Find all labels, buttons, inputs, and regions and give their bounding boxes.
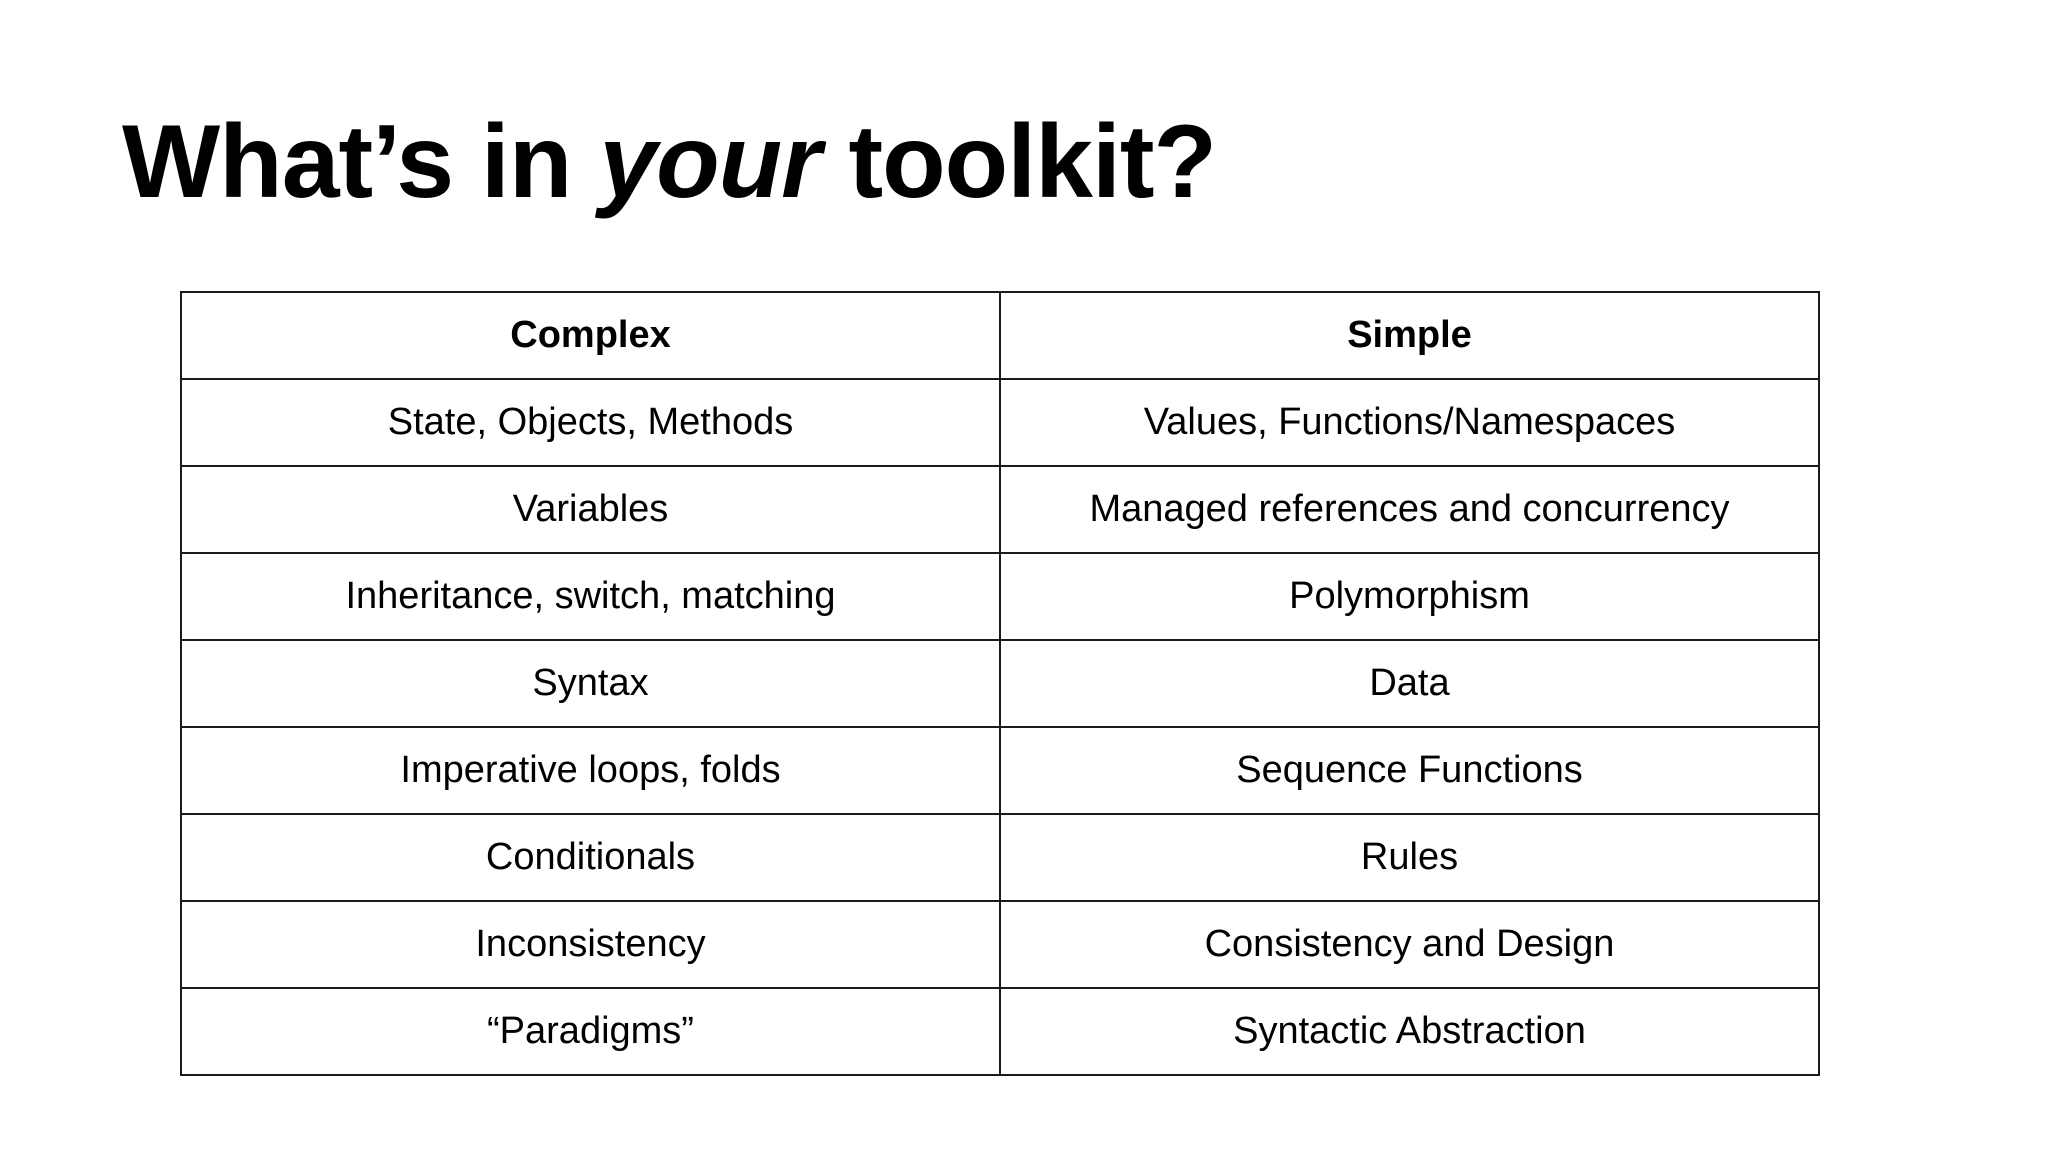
table-row [181, 466, 1819, 553]
simple-cell: Managed references and concurrency [1000, 466, 1819, 553]
table-row [181, 553, 1819, 640]
complex-cell: “Paradigms” [181, 988, 1000, 1075]
table-header [181, 292, 1819, 379]
table-body [181, 379, 1819, 1075]
complex-cell: Imperative loops, folds [181, 727, 1000, 814]
simple-cell: Data [1000, 640, 1819, 727]
simple-cell: Syntactic Abstraction [1000, 988, 1819, 1075]
complex-cell: State, Objects, Methods [181, 379, 1000, 466]
table-row [181, 379, 1819, 466]
simple-cell: Polymorphism [1000, 553, 1819, 640]
complex-cell: Syntax [181, 640, 1000, 727]
title-text-emphasis: your [599, 104, 821, 220]
header-complex: Complex [181, 292, 1000, 379]
complex-cell: Inconsistency [181, 901, 1000, 988]
table-row [181, 988, 1819, 1075]
complex-cell: Conditionals [181, 814, 1000, 901]
simple-cell: Values, Functions/Namespaces [1000, 379, 1819, 466]
complex-cell: Variables [181, 466, 1000, 553]
header-row [181, 292, 1819, 379]
simple-cell: Consistency and Design [1000, 901, 1819, 988]
complex-cell: Inheritance, switch, matching [181, 553, 1000, 640]
header-simple: Simple [1000, 292, 1819, 379]
table-row [181, 901, 1819, 988]
simple-cell: Sequence Functions [1000, 727, 1819, 814]
table-row [181, 814, 1819, 901]
title-text-after: toolkit? [820, 104, 1216, 220]
table-row [181, 640, 1819, 727]
table-row [181, 727, 1819, 814]
slide-title [122, 100, 1216, 225]
comparison-table [180, 291, 1820, 1076]
title-text-before: What’s in [122, 104, 600, 220]
simple-cell: Rules [1000, 814, 1819, 901]
